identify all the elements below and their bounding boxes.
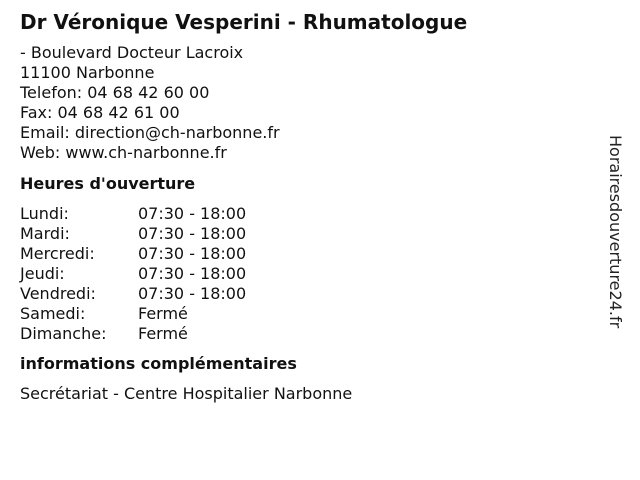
time-value: 07:30 - 18:00 xyxy=(138,224,247,243)
hours-row-tuesday xyxy=(20,224,600,244)
website-link[interactable]: Web: www.ch-narbonne.fr xyxy=(20,143,227,162)
phone-number[interactable]: Telefon: 04 68 42 60 00 xyxy=(20,83,210,102)
hours-row-thursday xyxy=(20,264,600,284)
email-address[interactable]: Email: direction@ch-narbonne.fr xyxy=(20,123,280,142)
time-value: Fermé xyxy=(138,324,188,343)
address-city: 11100 Narbonne xyxy=(20,63,155,82)
time-value: Fermé xyxy=(138,304,188,323)
hours-row-wednesday xyxy=(20,244,600,264)
hours-row-sunday xyxy=(20,324,600,344)
day-label: Dimanche: xyxy=(20,324,107,343)
day-label: Vendredi: xyxy=(20,284,96,303)
address-street: - Boulevard Docteur Lacroix xyxy=(20,43,244,62)
additional-info-text: Secrétariat - Centre Hospitalier Narbonne xyxy=(20,384,353,403)
time-value: 07:30 - 18:00 xyxy=(138,244,247,263)
day-label: Jeudi: xyxy=(20,264,65,283)
day-label: Mardi: xyxy=(20,224,70,243)
site-brand-label[interactable]: Horairesdouverture24.fr xyxy=(606,135,625,329)
additional-info-heading: informations complémentaires xyxy=(20,354,297,373)
day-label: Mercredi: xyxy=(20,244,95,263)
hours-row-monday xyxy=(20,204,600,224)
practice-title: Dr Véronique Vesperini - Rhumatologue xyxy=(20,10,468,34)
hours-row-saturday xyxy=(20,304,600,324)
fax-number: Fax: 04 68 42 61 00 xyxy=(20,103,180,122)
time-value: 07:30 - 18:00 xyxy=(138,284,247,303)
opening-hours-list xyxy=(20,204,600,344)
time-value: 07:30 - 18:00 xyxy=(138,204,247,223)
time-value: 07:30 - 18:00 xyxy=(138,264,247,283)
hours-row-friday xyxy=(20,284,600,304)
opening-hours-heading: Heures d'ouverture xyxy=(20,174,196,193)
practice-card xyxy=(20,10,600,404)
day-label: Lundi: xyxy=(20,204,69,223)
day-label: Samedi: xyxy=(20,304,86,323)
contact-block xyxy=(20,43,600,163)
